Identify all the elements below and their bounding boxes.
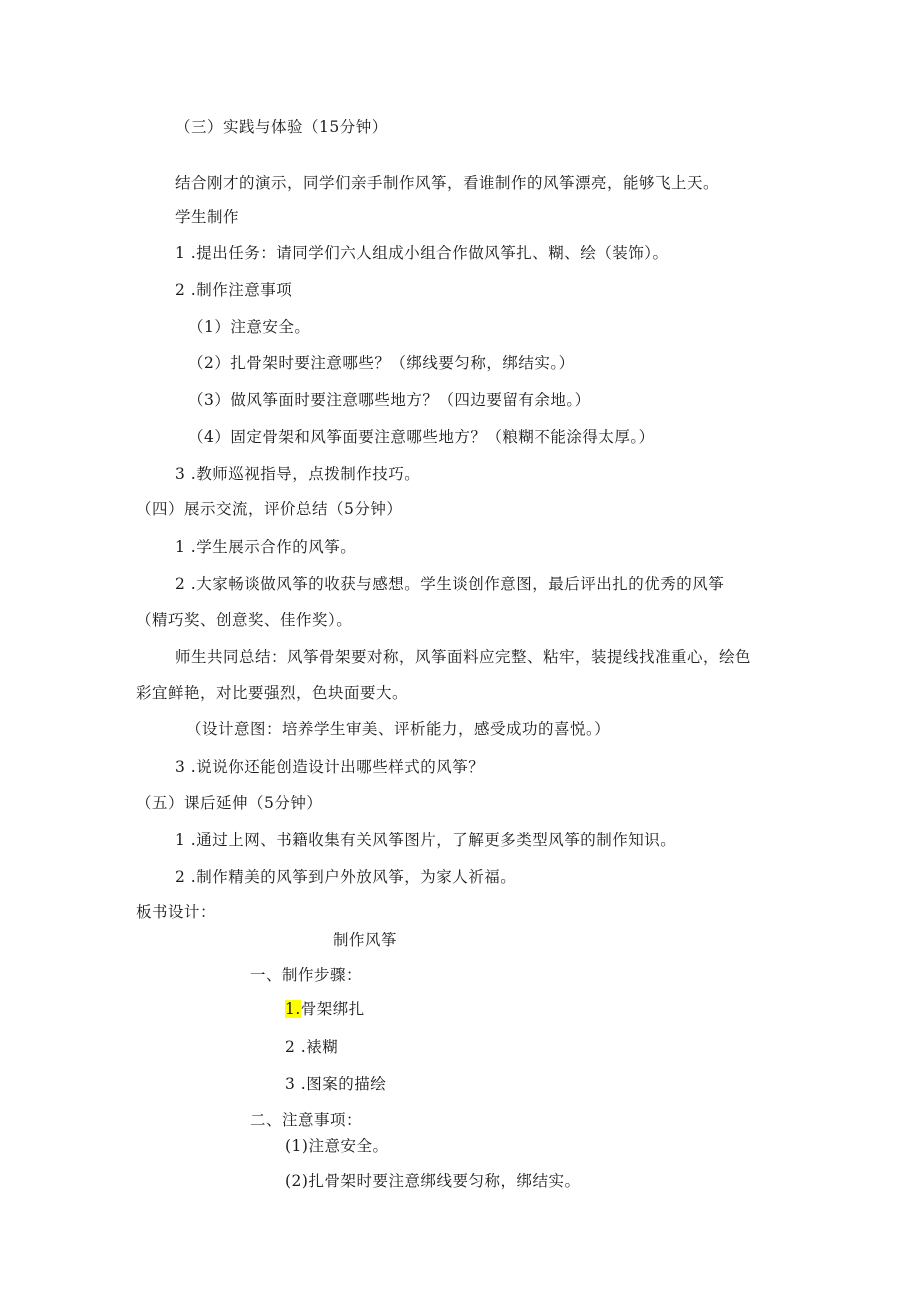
section3-step3: 3 .教师巡视指导，点拨制作技巧。 <box>175 465 421 483</box>
board-step2: 2 .裱糊 <box>285 1038 339 1056</box>
section4-step1: 1 .学生展示合作的风筝。 <box>175 538 357 556</box>
summary-line1: 师生共同总结：风筝骨架要对称，风筝面料应完整、粘牢，装提线找准重心，绘色 <box>175 648 752 666</box>
section4-heading: （四）展示交流，评价总结（5分钟） <box>136 500 403 518</box>
board-part2: 二、注意事项： <box>250 1111 363 1129</box>
section3-step1: 1 .提出任务：请同学们六人组成小组合作做风筝扎、糊、绘（装饰）。 <box>175 244 669 262</box>
highlighted-number: 1. <box>285 1000 301 1018</box>
section5-step1: 1 .通过上网、书籍收集有关风筝图片，了解更多类型风筝的制作知识。 <box>175 831 677 849</box>
board-note2: (2)扎骨架时要注意绑线要匀称，绑结实。 <box>285 1172 581 1190</box>
board-title: 制作风筝 <box>333 931 398 949</box>
section4-step2-line2: （精巧奖、创意奖、佳作奖）。 <box>136 611 353 629</box>
note-item: （1）注意安全。 <box>188 318 311 336</box>
note-item: （4）固定骨架和风筝面要注意哪些地方？（粮糊不能涂得太厚。） <box>188 428 655 446</box>
summary-line2: 彩宜鲜艳，对比要强烈，色块面要大。 <box>136 684 409 702</box>
board-step1-text: 骨架绑扎 <box>300 1000 365 1018</box>
section5-step2: 2 .制作精美的风筝到户外放风筝，为家人祈福。 <box>175 868 517 886</box>
section4-step3: 3 .说说你还能创造设计出哪些样式的风筝？ <box>175 758 485 776</box>
board-step1 <box>285 998 365 1020</box>
section3-step2: 2 .制作注意事项 <box>175 281 293 299</box>
board-part1: 一、制作步骤： <box>250 966 363 984</box>
section3-sub: 学生制作 <box>175 208 240 226</box>
design-intent: （设计意图：培养学生审美、评析能力，感受成功的喜悦。） <box>186 720 611 738</box>
note-item: （3）做风筝面时要注意哪些地方？（四边要留有余地。） <box>188 391 591 409</box>
section4-step2-line1: 2 .大家畅谈做风筝的收获与感想。学生谈创作意图，最后评出扎的优秀的风筝 <box>175 575 725 593</box>
section5-heading: （五）课后延伸（5分钟） <box>136 794 323 812</box>
section3-heading: （三）实践与体验（15分钟） <box>175 118 388 136</box>
board-label: 板书设计： <box>136 903 217 921</box>
note-item: （2）扎骨架时要注意哪些？（绑线要匀称，绑结实。） <box>188 354 575 372</box>
section3-intro: 结合刚才的演示，同学们亲手制作风筝，看谁制作的风筝漂亮，能够飞上天。 <box>175 174 720 192</box>
board-note1: (1)注意安全。 <box>285 1137 389 1155</box>
board-step3: 3 .图案的描绘 <box>285 1075 387 1093</box>
